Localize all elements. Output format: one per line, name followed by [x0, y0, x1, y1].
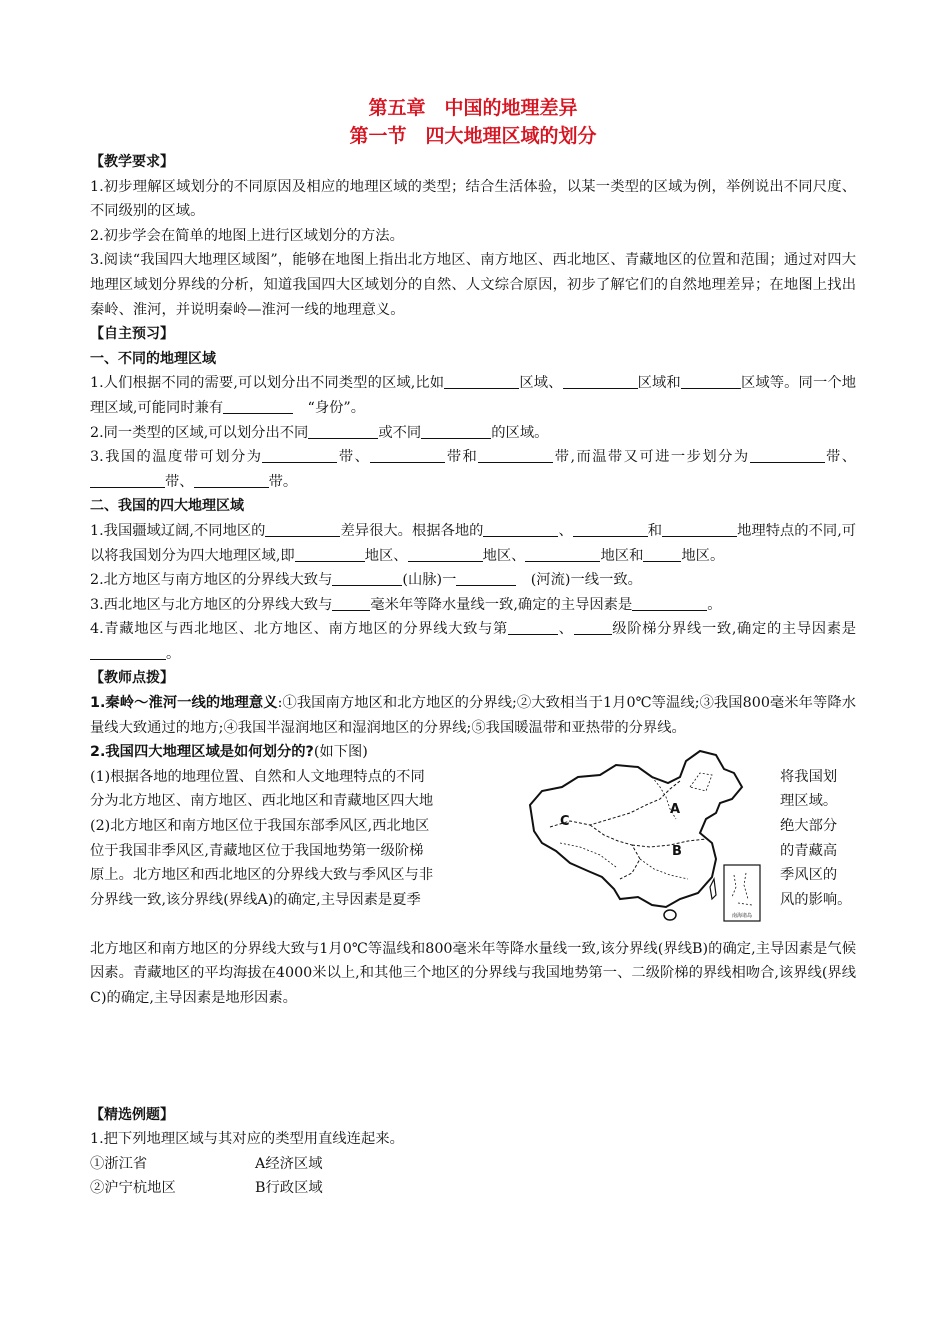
region-q2: 2.北方地区与南方地区的分界线大致与 (山脉)一 (河流)一线一致。: [90, 572, 642, 589]
answer-blank[interactable]: [643, 546, 681, 562]
preview-q3: 3.我国的温度带可划分为 带、 带和 带,而温带又可进一步划分为 带、带、 带。: [90, 449, 857, 490]
answer-blank[interactable]: [456, 570, 516, 586]
answer-blank[interactable]: [408, 546, 483, 562]
answer-blank[interactable]: [90, 644, 166, 660]
preview-q2: 2.同一类型的区域,可以划分出不同 或不同 的区域。: [90, 424, 549, 441]
document-page: [90, 94, 856, 1201]
tip-2-heading: 2.我国四大地理区域是如何划分的?(如下图): [90, 744, 368, 761]
match-row-1: ①浙江省 A经济区域: [90, 1155, 323, 1172]
answer-blank[interactable]: [574, 619, 612, 635]
answer-blank[interactable]: [525, 546, 600, 562]
answer-blank[interactable]: [90, 472, 165, 488]
tip-2-continued: 北方地区和南方地区的分界线大致与1月0℃等温线和800毫米年等降水量线一致,该分界线(界线B)的确定,主导因素是气候因素。青藏地区的平均海拔在4000米以上,和其他三个地区的分界线与我国地势第一、二级阶梯的界线相吻合,该界线(界线C)的确定,主导因素是地形因素。: [90, 940, 856, 1007]
heading-requirements: 【教学要求】: [90, 154, 174, 170]
region-q3: 3.西北地区与北方地区的分界线大致与 毫米年等降水量线一致,确定的主导因素是 。: [90, 596, 722, 613]
preview-q1: 1.人们根据不同的需要,可以划分出不同类型的区域,比如 区域、 区域和 区域等。同一个地理区域,可能同时兼有 “身份”。: [90, 375, 857, 416]
tip-2-right-text: 将我国划 理区域。 绝大部分 的青藏高 季风区的 风的影响。: [780, 768, 852, 908]
answer-blank[interactable]: [483, 521, 558, 537]
answer-blank[interactable]: [295, 546, 365, 562]
heading-teacher-tips: 【教师点拨】: [90, 670, 174, 687]
answer-blank[interactable]: [508, 619, 558, 635]
requirement-3: 3.阅读“我国四大地理区域图”，能够在地图上指出北方地区、南方地区、西北地区、青藏地区的位置和范围；通过对四大地理区域划分界线的分析，知道我国四大区域划分的自然、人文综合原因，初步了解它们的自然地理差异；在地图上找出秦岭、淮河，并说明秦岭—淮河一线的地理意义。: [90, 252, 856, 318]
answer-blank[interactable]: [421, 423, 491, 439]
heading-examples: 【精选例题】: [90, 1106, 174, 1123]
answer-blank[interactable]: [681, 373, 741, 389]
answer-blank[interactable]: [223, 398, 293, 414]
section-title: 第一节 四大地理区域的划分: [349, 125, 597, 147]
requirement-1: 1.初步理解区域划分的不同原因及相应的地理区域的类型；结合生活体验，以某一类型的区域为例，举例说出不同尺度、不同级别的区域。: [90, 178, 856, 220]
answer-blank[interactable]: [478, 447, 553, 463]
subheading-four-regions: 二、我国的四大地理区域: [90, 498, 244, 515]
requirement-2: 2.初步学会在简单的地图上进行区域划分的方法。: [90, 227, 404, 244]
label-c: C: [560, 813, 570, 829]
inset-label: 南海诸岛: [731, 912, 753, 919]
answer-blank[interactable]: [444, 373, 519, 389]
region-q4: 4.青藏地区与西北地区、北方地区、南方地区的分界线大致与第 、 级阶梯分界线一致,确定的主导因素是。: [90, 621, 857, 662]
heading-preview: 【自主预习】: [90, 326, 174, 343]
answer-blank[interactable]: [332, 595, 370, 611]
answer-blank[interactable]: [370, 447, 445, 463]
answer-blank[interactable]: [265, 521, 340, 537]
subheading-regions: 一、不同的地理区域: [90, 350, 216, 367]
china-regions-map: [520, 747, 770, 929]
region-q1: 1.我国疆域辽阔,不同地区的 差异很大。根据各地的 、 和 地理特点的不同,可以将我国划分为四大地理区域,即 地区、 地区、 地区和 地区。: [90, 522, 857, 564]
answer-blank[interactable]: [332, 570, 402, 586]
answer-blank[interactable]: [194, 472, 269, 488]
answer-blank[interactable]: [632, 595, 707, 611]
example-1: 1.把下列地理区域与其对应的类型用直线连起来。: [90, 1131, 404, 1148]
answer-blank[interactable]: [563, 373, 638, 389]
answer-blank[interactable]: [262, 447, 337, 463]
chapter-title: 第五章 中国的地理差异: [368, 97, 578, 119]
tip-2-left-text: (1)根据各地的地理位置、自然和人文地理特点的不同 分为北方地区、南方地区、西北地区和青藏地区四大地 (2)北方地区和南方地区位于我国东部季风区,西北地区 位于我国非季风区,青藏地区位于我国地势第一级阶梯 原上。北方地区和西北地区的分界线大致与季风区与非 分界线一致,该分界线(界线A)的确定,主导因素是夏季: [90, 768, 434, 908]
answer-blank[interactable]: [662, 521, 737, 537]
answer-blank[interactable]: [573, 521, 648, 537]
tip-1: 1.秦岭～淮河一线的地理意义:①我国南方地区和北方地区的分界线;②大致相当于1月0℃等温线;③我国800毫米年等降水量线大致通过的地方;④我国半湿润地区和湿润地区的分界线;⑤我国暖温带和亚热带的分界线。: [90, 695, 856, 736]
answer-blank[interactable]: [750, 447, 825, 463]
tip-2-with-map: [90, 765, 856, 937]
label-a: A: [670, 801, 681, 817]
label-b: B: [672, 843, 682, 859]
match-row-2: ②沪宁杭地区 B行政区域: [90, 1180, 323, 1197]
answer-blank[interactable]: [308, 423, 378, 439]
